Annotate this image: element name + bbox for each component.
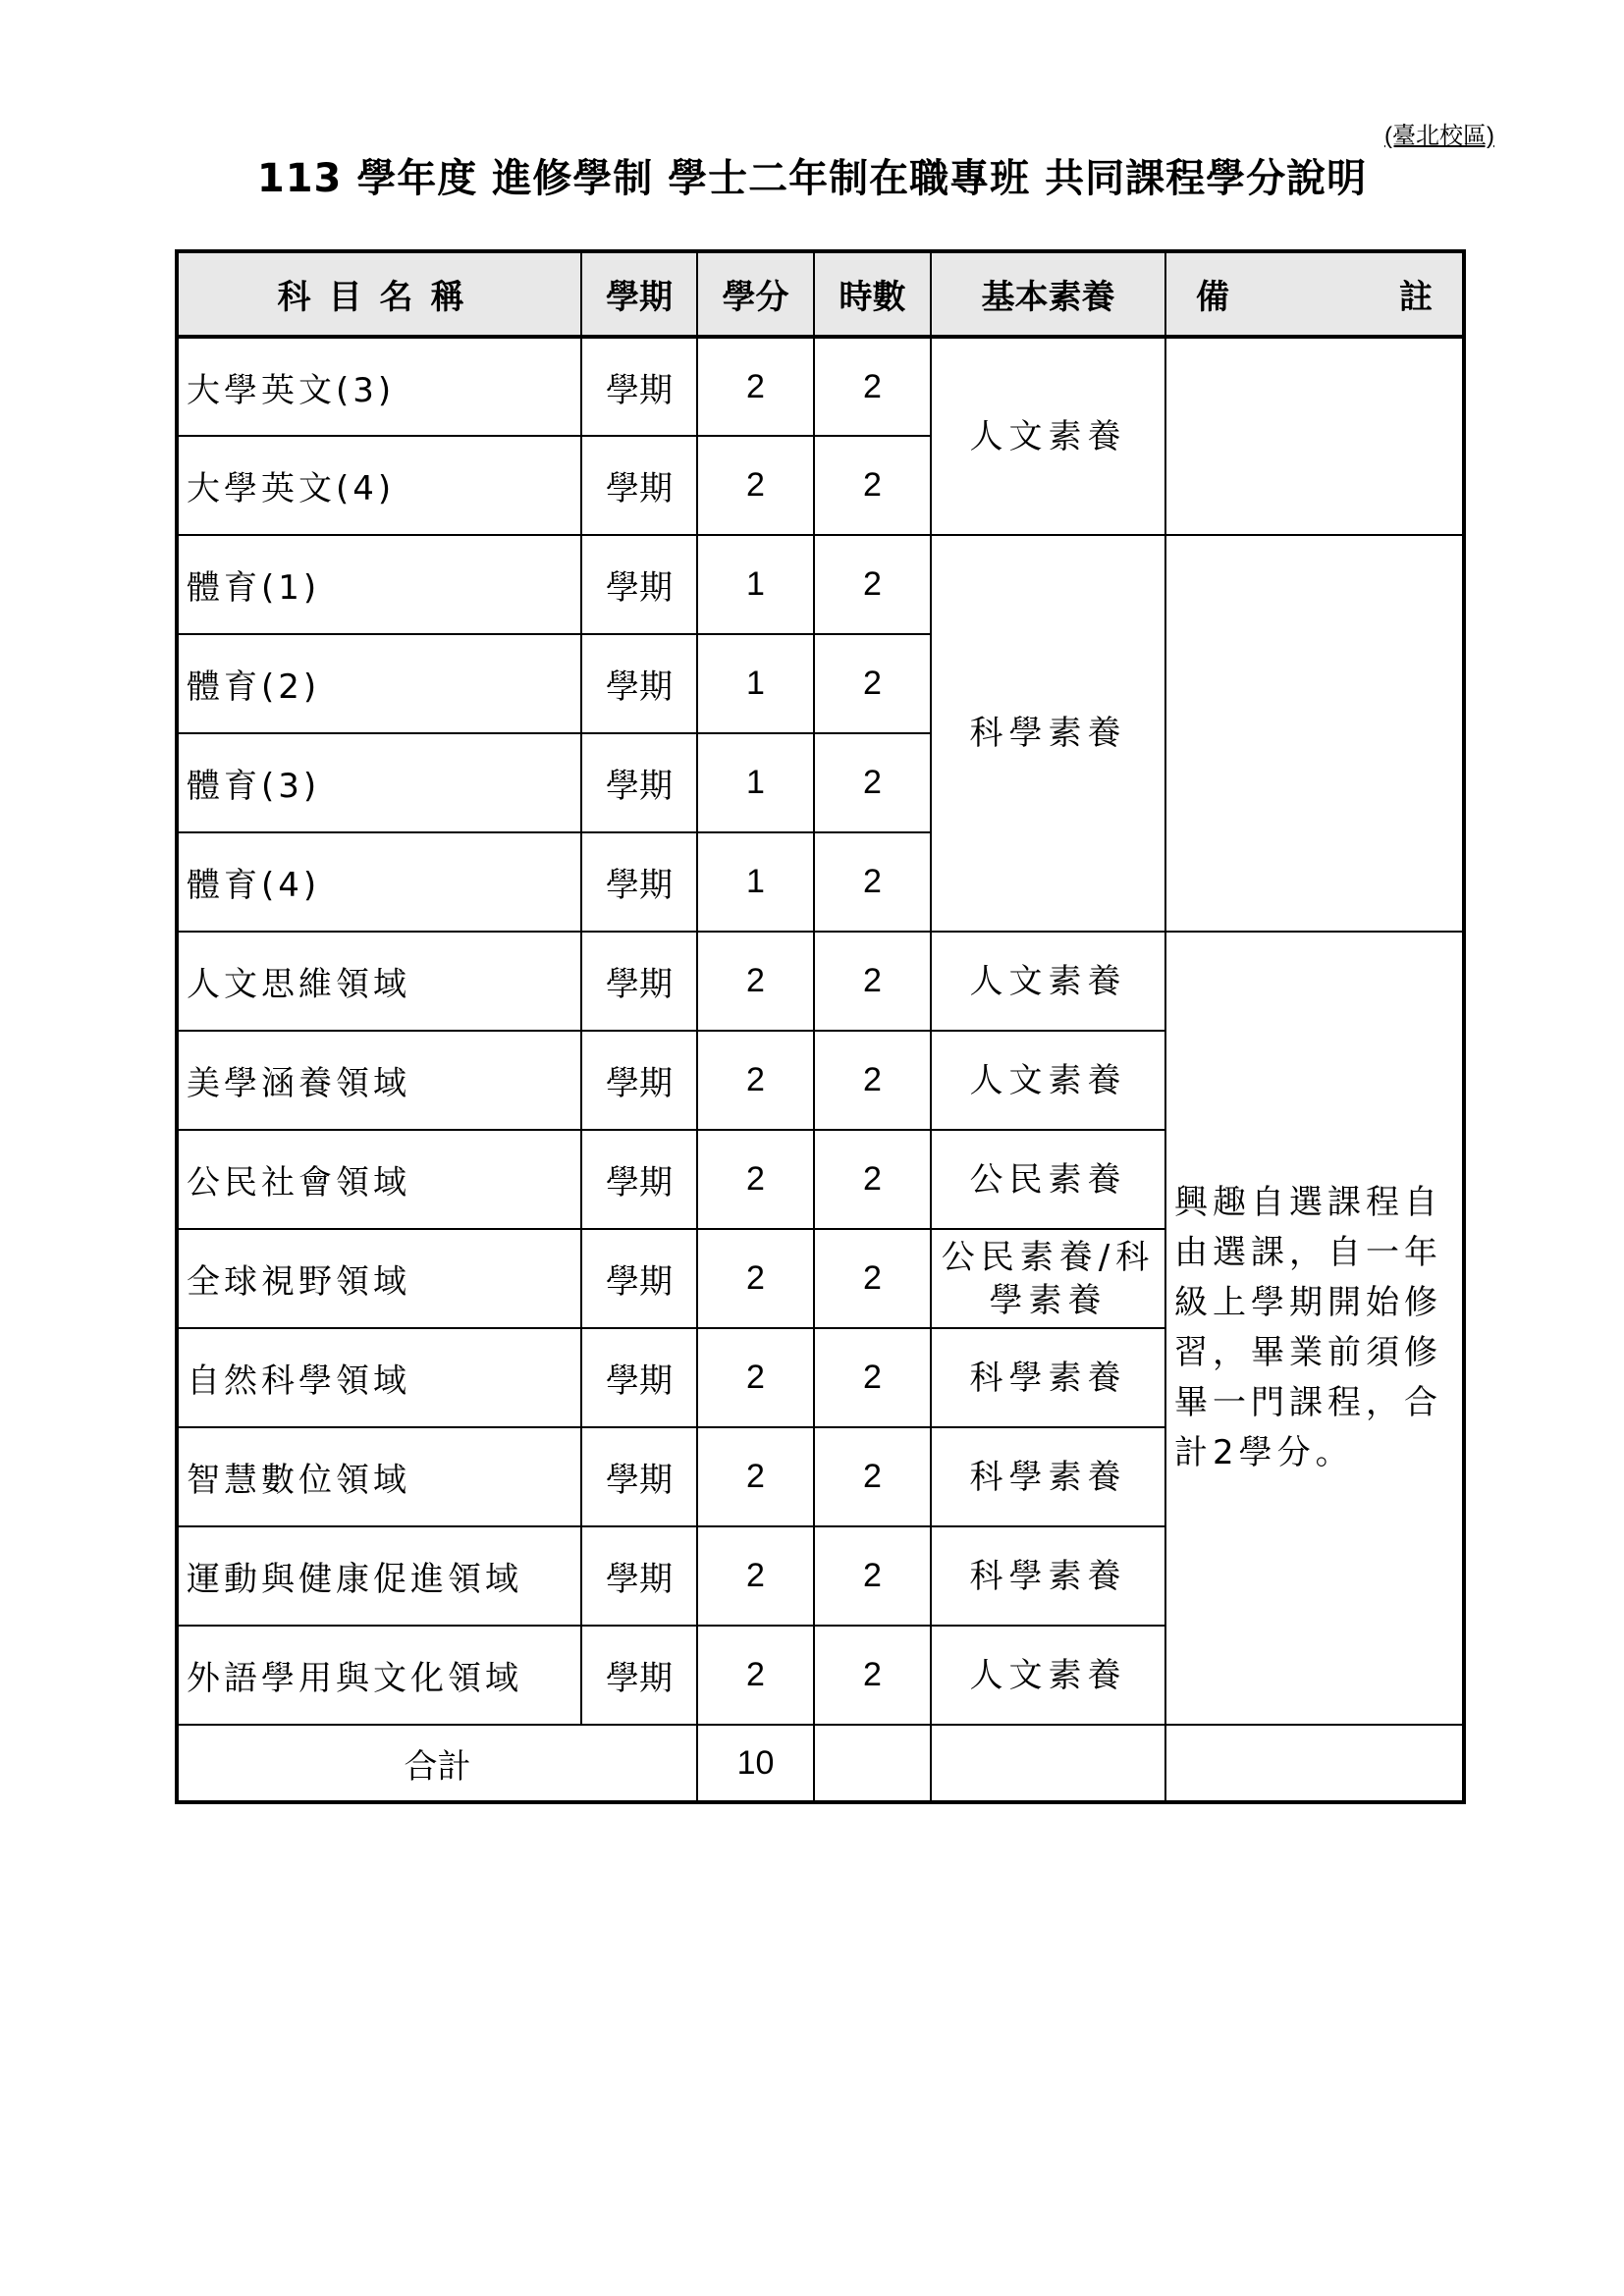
table-row bbox=[177, 932, 1464, 1031]
course-name: 公民社會領域 bbox=[177, 1130, 581, 1229]
course-hours: 2 bbox=[814, 535, 931, 634]
total-label: 合計 bbox=[177, 1725, 697, 1802]
course-hours: 2 bbox=[814, 733, 931, 832]
header-competency: 基本素養 bbox=[931, 251, 1165, 337]
course-term: 學期 bbox=[581, 1031, 697, 1130]
course-hours: 2 bbox=[814, 1427, 931, 1526]
total-competency-empty bbox=[931, 1725, 1165, 1802]
course-hours: 2 bbox=[814, 337, 931, 436]
course-name: 人文思維領域 bbox=[177, 932, 581, 1031]
total-credits: 10 bbox=[697, 1725, 814, 1802]
course-credits: 1 bbox=[697, 832, 814, 932]
course-credits: 2 bbox=[697, 932, 814, 1031]
credits-table bbox=[175, 249, 1466, 1804]
course-term: 學期 bbox=[581, 1229, 697, 1328]
course-credits: 2 bbox=[697, 1130, 814, 1229]
course-name: 體育(4) bbox=[177, 832, 581, 932]
course-term: 學期 bbox=[581, 1328, 697, 1427]
course-competency: 人文素養 bbox=[931, 1626, 1165, 1725]
course-credits: 2 bbox=[697, 1626, 814, 1725]
course-hours: 2 bbox=[814, 1130, 931, 1229]
course-competency: 科學素養 bbox=[931, 1427, 1165, 1526]
header-credits: 學分 bbox=[697, 251, 814, 337]
course-competency: 公民素養 bbox=[931, 1130, 1165, 1229]
table-row bbox=[177, 535, 1464, 634]
course-credits: 2 bbox=[697, 1031, 814, 1130]
course-name: 外語學用與文化領域 bbox=[177, 1626, 581, 1725]
course-hours: 2 bbox=[814, 932, 931, 1031]
course-term: 學期 bbox=[581, 337, 697, 436]
course-competency: 人文素養 bbox=[931, 1031, 1165, 1130]
course-name: 大學英文(4) bbox=[177, 436, 581, 535]
header-note-right: 註 bbox=[1399, 278, 1433, 317]
course-term: 學期 bbox=[581, 1427, 697, 1526]
course-hours: 2 bbox=[814, 1328, 931, 1427]
course-credits: 2 bbox=[697, 436, 814, 535]
table-row bbox=[177, 337, 1464, 436]
course-credits: 2 bbox=[697, 1229, 814, 1328]
course-hours: 2 bbox=[814, 832, 931, 932]
course-name: 自然科學領域 bbox=[177, 1328, 581, 1427]
course-name: 體育(3) bbox=[177, 733, 581, 832]
course-competency: 科學素養 bbox=[931, 535, 1165, 932]
course-credits: 1 bbox=[697, 733, 814, 832]
course-competency: 人文素養 bbox=[931, 337, 1165, 535]
course-term: 學期 bbox=[581, 535, 697, 634]
course-name: 體育(2) bbox=[177, 634, 581, 733]
total-note-empty bbox=[1165, 1725, 1464, 1802]
header-course-name: 科目名稱 bbox=[177, 251, 581, 337]
course-hours: 2 bbox=[814, 1229, 931, 1328]
course-credits: 2 bbox=[697, 1526, 814, 1626]
course-term: 學期 bbox=[581, 436, 697, 535]
course-term: 學期 bbox=[581, 1626, 697, 1725]
course-name: 美學涵養領域 bbox=[177, 1031, 581, 1130]
course-competency: 科學素養 bbox=[931, 1526, 1165, 1626]
course-hours: 2 bbox=[814, 1031, 931, 1130]
course-competency: 科學素養 bbox=[931, 1328, 1165, 1427]
course-term: 學期 bbox=[581, 1526, 697, 1626]
document-title: 113 學年度 進修學制 學士二年制在職專班 共同課程學分說明 bbox=[256, 156, 1368, 201]
course-name: 智慧數位領域 bbox=[177, 1427, 581, 1526]
course-credits: 2 bbox=[697, 1328, 814, 1427]
course-term: 學期 bbox=[581, 1130, 697, 1229]
course-note-empty bbox=[1165, 337, 1464, 535]
course-credits: 1 bbox=[697, 535, 814, 634]
course-credits: 2 bbox=[697, 1427, 814, 1526]
course-name: 體育(1) bbox=[177, 535, 581, 634]
header-note bbox=[1165, 251, 1464, 337]
campus-label: (臺北校區) bbox=[1384, 123, 1494, 149]
elective-note: 興趣自選課程自由選課，自一年級上學期開始修習，畢業前須修畢一門課程，合計2學分。 bbox=[1165, 932, 1464, 1725]
course-term: 學期 bbox=[581, 932, 697, 1031]
course-credits: 2 bbox=[697, 337, 814, 436]
course-term: 學期 bbox=[581, 832, 697, 932]
course-name: 全球視野領域 bbox=[177, 1229, 581, 1328]
course-hours: 2 bbox=[814, 1526, 931, 1626]
course-term: 學期 bbox=[581, 733, 697, 832]
course-hours: 2 bbox=[814, 634, 931, 733]
header-term: 學期 bbox=[581, 251, 697, 337]
course-credits: 1 bbox=[697, 634, 814, 733]
total-hours-empty bbox=[814, 1725, 931, 1802]
total-row bbox=[177, 1725, 1464, 1802]
course-name: 大學英文(3) bbox=[177, 337, 581, 436]
course-competency: 人文素養 bbox=[931, 932, 1165, 1031]
course-hours: 2 bbox=[814, 1626, 931, 1725]
table-header-row bbox=[177, 251, 1464, 337]
header-note-left: 備 bbox=[1196, 278, 1229, 317]
header-hours: 時數 bbox=[814, 251, 931, 337]
course-competency: 公民素養/科學素養 bbox=[931, 1229, 1165, 1328]
course-hours: 2 bbox=[814, 436, 931, 535]
course-name: 運動與健康促進領域 bbox=[177, 1526, 581, 1626]
course-note-empty bbox=[1165, 535, 1464, 932]
course-term: 學期 bbox=[581, 634, 697, 733]
